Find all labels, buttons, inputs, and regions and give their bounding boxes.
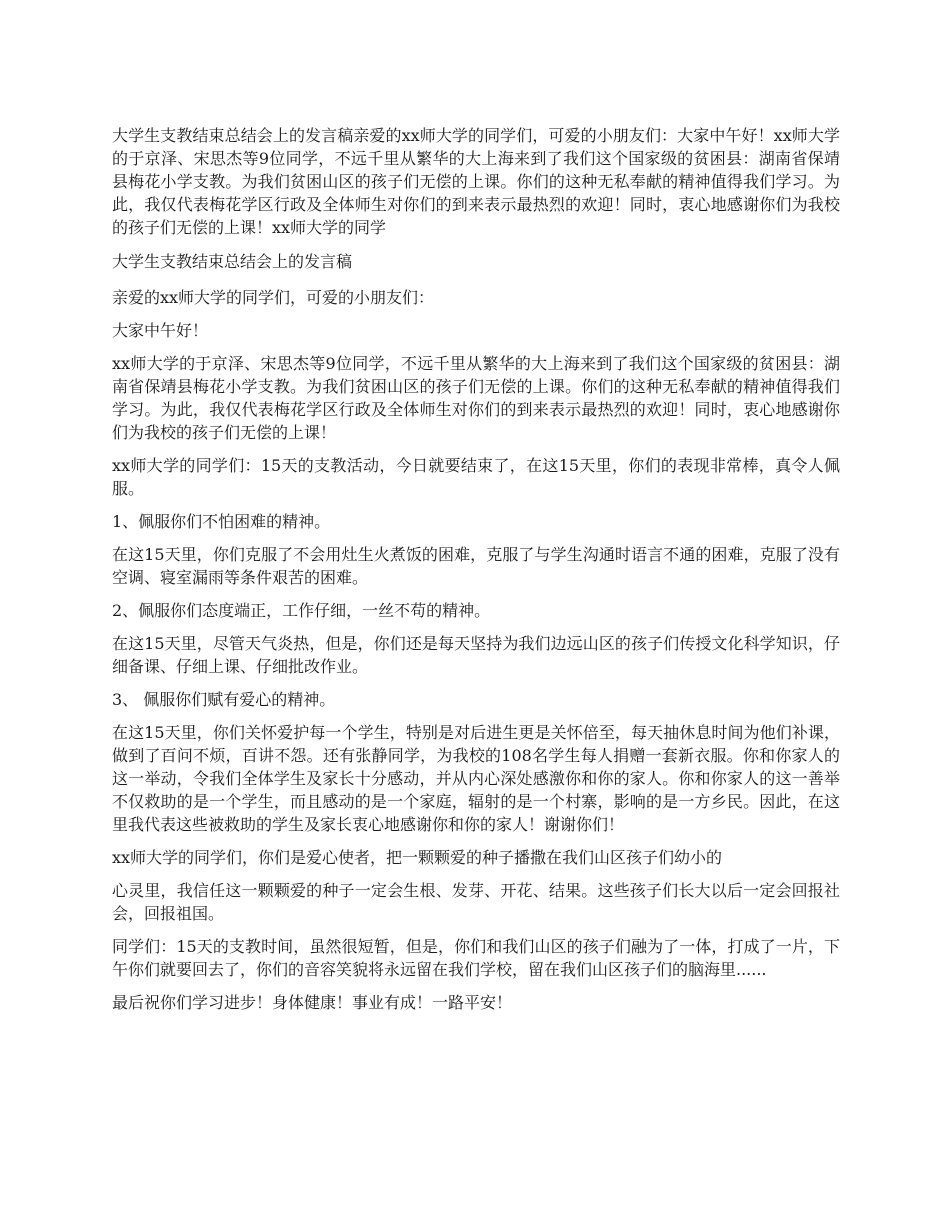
seeds-paragraph: 心灵里，我信任这一颗颗爱的种子一定会生根、发芽、开花、结果。这些孩子们长大以后一定会回报社会，回报祖国。: [112, 881, 840, 923]
point-1-paragraph: 在这15天里，你们克服了不会用灶生火煮饭的困难，克服了与学生沟通时语言不通的困难，克服了没有空调、寝室漏雨等条件艰苦的困难。: [112, 545, 840, 587]
activity-summary-paragraph: xx师大学的同学们：15天的支教活动，今日就要结束了，在这15天里，你们的表现非常棒，真令人佩服。: [112, 456, 840, 498]
point-1-heading: 1、佩服你们不怕困难的精神。: [112, 512, 331, 531]
farewell-paragraph: 同学们：15天的支教时间，虽然很短暂，但是，你们和我们山区的孩子们融为了一体，打成了一片，下午你们就要回去了，你们的音容笑貌将永远留在我们学校，留在我们山区孩子们的脑海里......: [112, 937, 840, 979]
point-2-paragraph: 在这15天里，尽管天气炎热，但是，你们还是每天坚持为我们边远山区的孩子们传授文化科学知识，仔细备课、仔细上课、仔细批改作业。: [112, 634, 840, 676]
greeting: 大家中午好！: [112, 321, 209, 340]
point-3-heading: 3、 佩服你们赋有爱心的精神。: [112, 690, 336, 709]
point-3-paragraph: 在这15天里，你们关怀爱护每一个学生，特别是对后进生更是关怀倍至，每天抽休息时间为他们补课，做到了百问不烦，百讲不怨。还有张静同学，为我校的108名学生每人捐赠一套新衣服。你和你家人的这一举动，令我们全体学生及家长十分感动，并从内心深处感激你和你的家人。你和你家人的这一善举不仅救助的是一个学生，而且感动的是一个家庭，辐射的是一个村寨，影响的是一方乡民。因此，在这里我代表这些被救助的学生及家长衷心地感谢你和你的家人！谢谢你们！: [112, 723, 840, 834]
welcome-paragraph: xx师大学的于京泽、宋思杰等9位同学，不远千里从繁华的大上海来到了我们这个国家级的贫困县：湖南省保靖县梅花小学支教。为我们贫困山区的孩子们无偿的上课。你们的这种无私奉献的精神值得我们学习。为此，我仅代表梅花学区行政及全体师生对你们的到来表示最热烈的欢迎！同时，衷心地感谢你们为我校的孩子们无偿的上课！: [112, 354, 840, 442]
document-body: [112, 124, 840, 1024]
intro-paragraph: 大学生支教结束总结会上的发言稿亲爱的xx师大学的同学们，可爱的小朋友们：大家中午好！xx师大学的于京泽、宋思杰等9位同学，不远千里从繁华的大上海来到了我们这个国家级的贫困县：湖南省保靖县梅花小学支教。为我们贫困山区的孩子们无偿的上课。你们的这种无私奉献的精神值得我们学习。为此，我仅代表梅花学区行政及全体师生对你们的到来表示最热烈的欢迎！同时，衷心地感谢你们为我校的孩子们无偿的上课！xx师大学的同学: [112, 126, 840, 237]
point-2-heading: 2、佩服你们态度端正，工作仔细，一丝不苟的精神。: [112, 601, 491, 620]
speech-title: 大学生支教结束总结会上的发言稿: [112, 252, 353, 271]
salutation: 亲爱的xx师大学的同学们，可爱的小朋友们：: [112, 288, 435, 307]
love-messenger-paragraph: xx师大学的同学们，你们是爱心使者，把一颗颗爱的种子播撒在我们山区孩子们幼小的: [112, 848, 723, 867]
closing-wishes: 最后祝你们学习进步！身体健康！事业有成！一路平安！: [112, 993, 513, 1012]
